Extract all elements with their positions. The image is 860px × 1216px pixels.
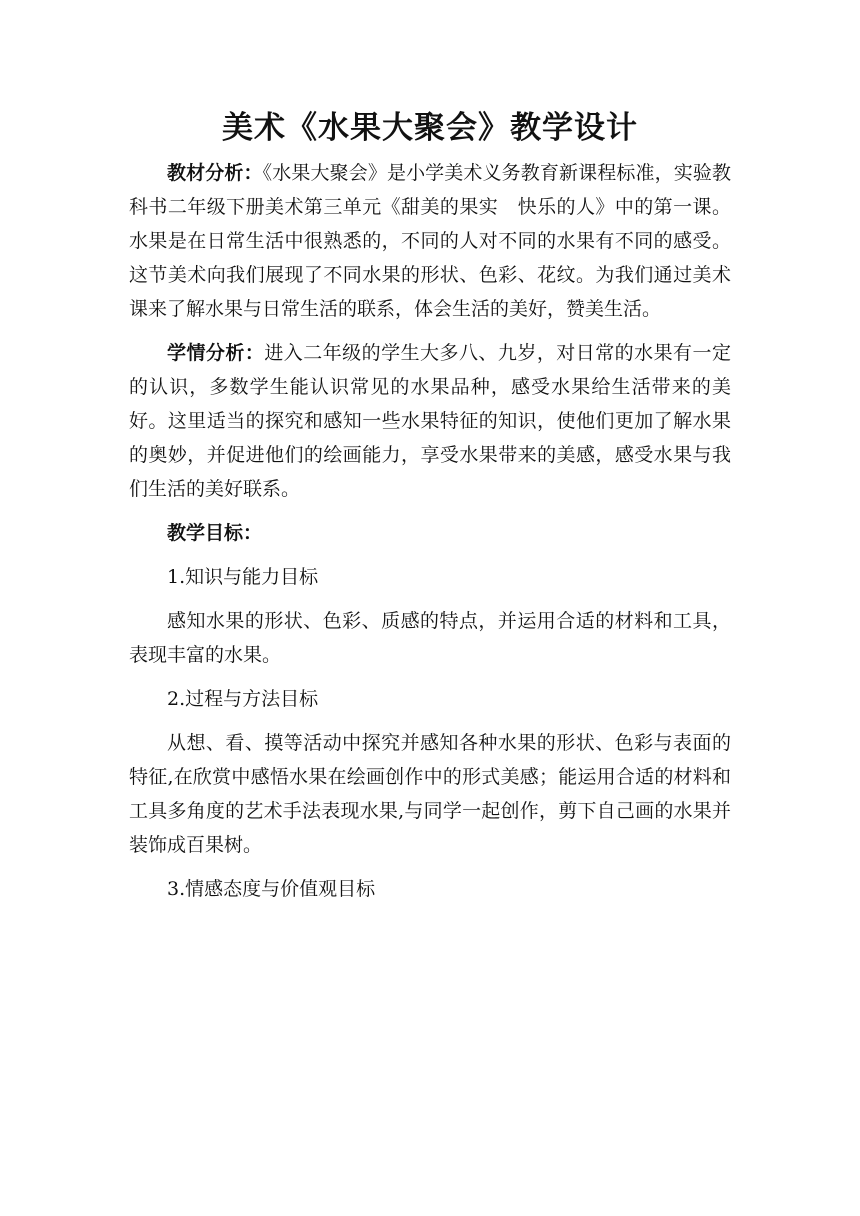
material-analysis-label: 教材分析： bbox=[167, 162, 263, 184]
goal-3-heading: 3.情感态度与价值观目标 bbox=[167, 878, 376, 900]
student-analysis-label: 学情分析： bbox=[167, 342, 265, 364]
goal-1-text: 感知水果的形状、色彩、质感的特点，并运用合适的材料和工具，表现丰富的水果。 bbox=[129, 610, 731, 666]
teaching-goals-label: 教学目标： bbox=[167, 522, 263, 544]
student-analysis-text: 进入二年级的学生大多八、九岁，对日常的水果有一定的认识，多数学生能认识常见的水果品种，感受水果给生活带来的美好。这里适当的探究和感知一些水果特征的知识，使他们更加了解水果的奥妙，并促进他们的绘画能力，享受水果带来的美感，感受水果与我们生活的美好联系。 bbox=[129, 342, 731, 500]
goal-1-heading: 1.知识与能力目标 bbox=[167, 566, 319, 588]
material-analysis-paragraph bbox=[129, 156, 731, 326]
student-analysis-paragraph bbox=[129, 336, 731, 506]
material-analysis-text: 《水果大聚会》是小学美术义务教育新课程标准，实验教科书二年级下册美术第三单元《甜美的果实 快乐的人》中的第一课。水果是在日常生活中很熟悉的，不同的人对不同的水果有不同的感受。这节美术向我们展现了不同水果的形状、色彩、花纹。为我们通过美术课来了解水果与日常生活的联系，体会生活的美好，赞美生活。 bbox=[129, 162, 731, 320]
goal-2-heading: 2.过程与方法目标 bbox=[167, 688, 319, 710]
document-page bbox=[129, 104, 731, 916]
teaching-goals-heading-paragraph bbox=[129, 516, 731, 550]
goal-2-text: 从想、看、摸等活动中探究并感知各种水果的形状、色彩与表面的特征,在欣赏中感悟水果在绘画创作中的形式美感；能运用合适的材料和工具多角度的艺术手法表现水果,与同学一起创作，剪下自己画的水果并装饰成百果树。 bbox=[129, 732, 731, 856]
document-title: 美术《水果大聚会》教学设计 bbox=[222, 110, 638, 146]
